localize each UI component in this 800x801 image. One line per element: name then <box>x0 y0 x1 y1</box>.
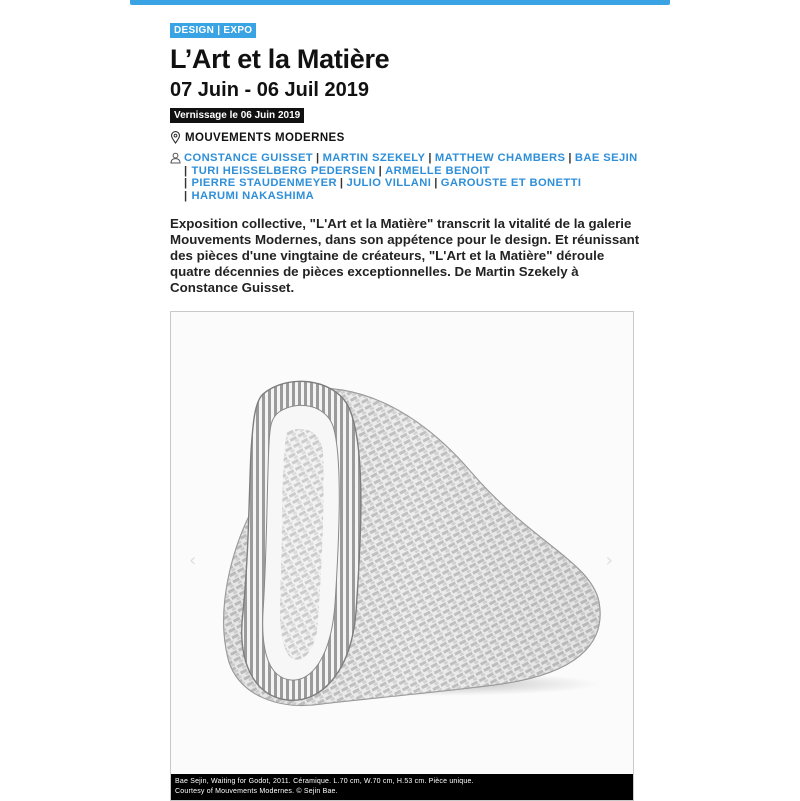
separator: | <box>428 152 432 164</box>
artist-link[interactable]: CONSTANCE GUISSET <box>184 152 314 164</box>
category-badge[interactable]: DESIGN | EXPO <box>170 23 256 38</box>
artists-list <box>184 152 640 202</box>
gallery-next-arrow[interactable]: › <box>605 550 613 571</box>
venue-name[interactable]: MOUVEMENTS MODERNES <box>185 131 345 144</box>
gallery-prev-arrow[interactable]: ‹ <box>189 550 197 571</box>
separator: | <box>339 177 344 189</box>
separator: | <box>378 164 383 177</box>
artists-line <box>184 165 640 178</box>
image-gallery[interactable] <box>170 311 634 801</box>
separator: | <box>184 177 188 189</box>
artist-link[interactable]: BAE SEJIN <box>574 152 638 164</box>
caption-line-1: Bae Sejin, Waiting for Godot, 2011. Céramique. L.70 cm, W.70 cm, H.53 cm. Pièce unique. <box>175 778 474 785</box>
top-accent-bar <box>130 0 670 5</box>
artist-link[interactable]: MARTIN SZEKELY <box>322 152 426 164</box>
ceramic-sculpture-photo <box>171 312 633 774</box>
artists-line <box>184 152 640 165</box>
artist-link[interactable]: MATTHEW CHAMBERS <box>434 152 566 164</box>
artist-link[interactable]: PIERRE STAUDENMEYER <box>191 177 337 189</box>
exhibition-dates: 07 Juin - 06 Juil 2019 <box>170 79 369 101</box>
separator: | <box>568 152 572 164</box>
vernissage-badge: Vernissage le 06 Juin 2019 <box>170 108 304 123</box>
separator: | <box>316 152 320 164</box>
artist-link[interactable]: ARMELLE BENOIT <box>385 164 491 177</box>
caption-line-2: Courtesy of Mouvements Modernes. © Sejin Bae. <box>175 788 338 795</box>
artist-link[interactable]: JULIO VILLANI <box>346 177 432 189</box>
person-icon <box>170 152 181 202</box>
exhibition-description: Exposition collective, "L'Art et la Matière" transcrit la vitalité de la galerie Mouvements Modernes, dans son appétence pour le design. Et réunissant des pièces d'une vingtaine de créateurs, "L'Art et la Matière" déroule quatre décennies de pièces exceptionnelles. De Martin Szekely à Constance Guisset. <box>170 216 640 295</box>
location-pin-icon <box>170 131 181 144</box>
artist-link[interactable]: HARUMI NAKASHIMA <box>191 189 315 202</box>
article-header <box>170 20 640 296</box>
separator: | <box>434 177 438 189</box>
artist-link[interactable]: TURI HEISSELBERG PEDERSEN <box>191 164 376 177</box>
separator: | <box>184 164 188 177</box>
image-caption <box>171 774 633 800</box>
artists-line <box>184 190 640 203</box>
artist-link[interactable]: GAROUSTE ET BONETTI <box>440 177 582 189</box>
artists-line <box>184 177 640 190</box>
artists-block <box>170 152 640 202</box>
venue-row <box>170 131 640 144</box>
page-title: L’Art et la Matière <box>170 44 390 74</box>
separator: | <box>184 189 188 202</box>
